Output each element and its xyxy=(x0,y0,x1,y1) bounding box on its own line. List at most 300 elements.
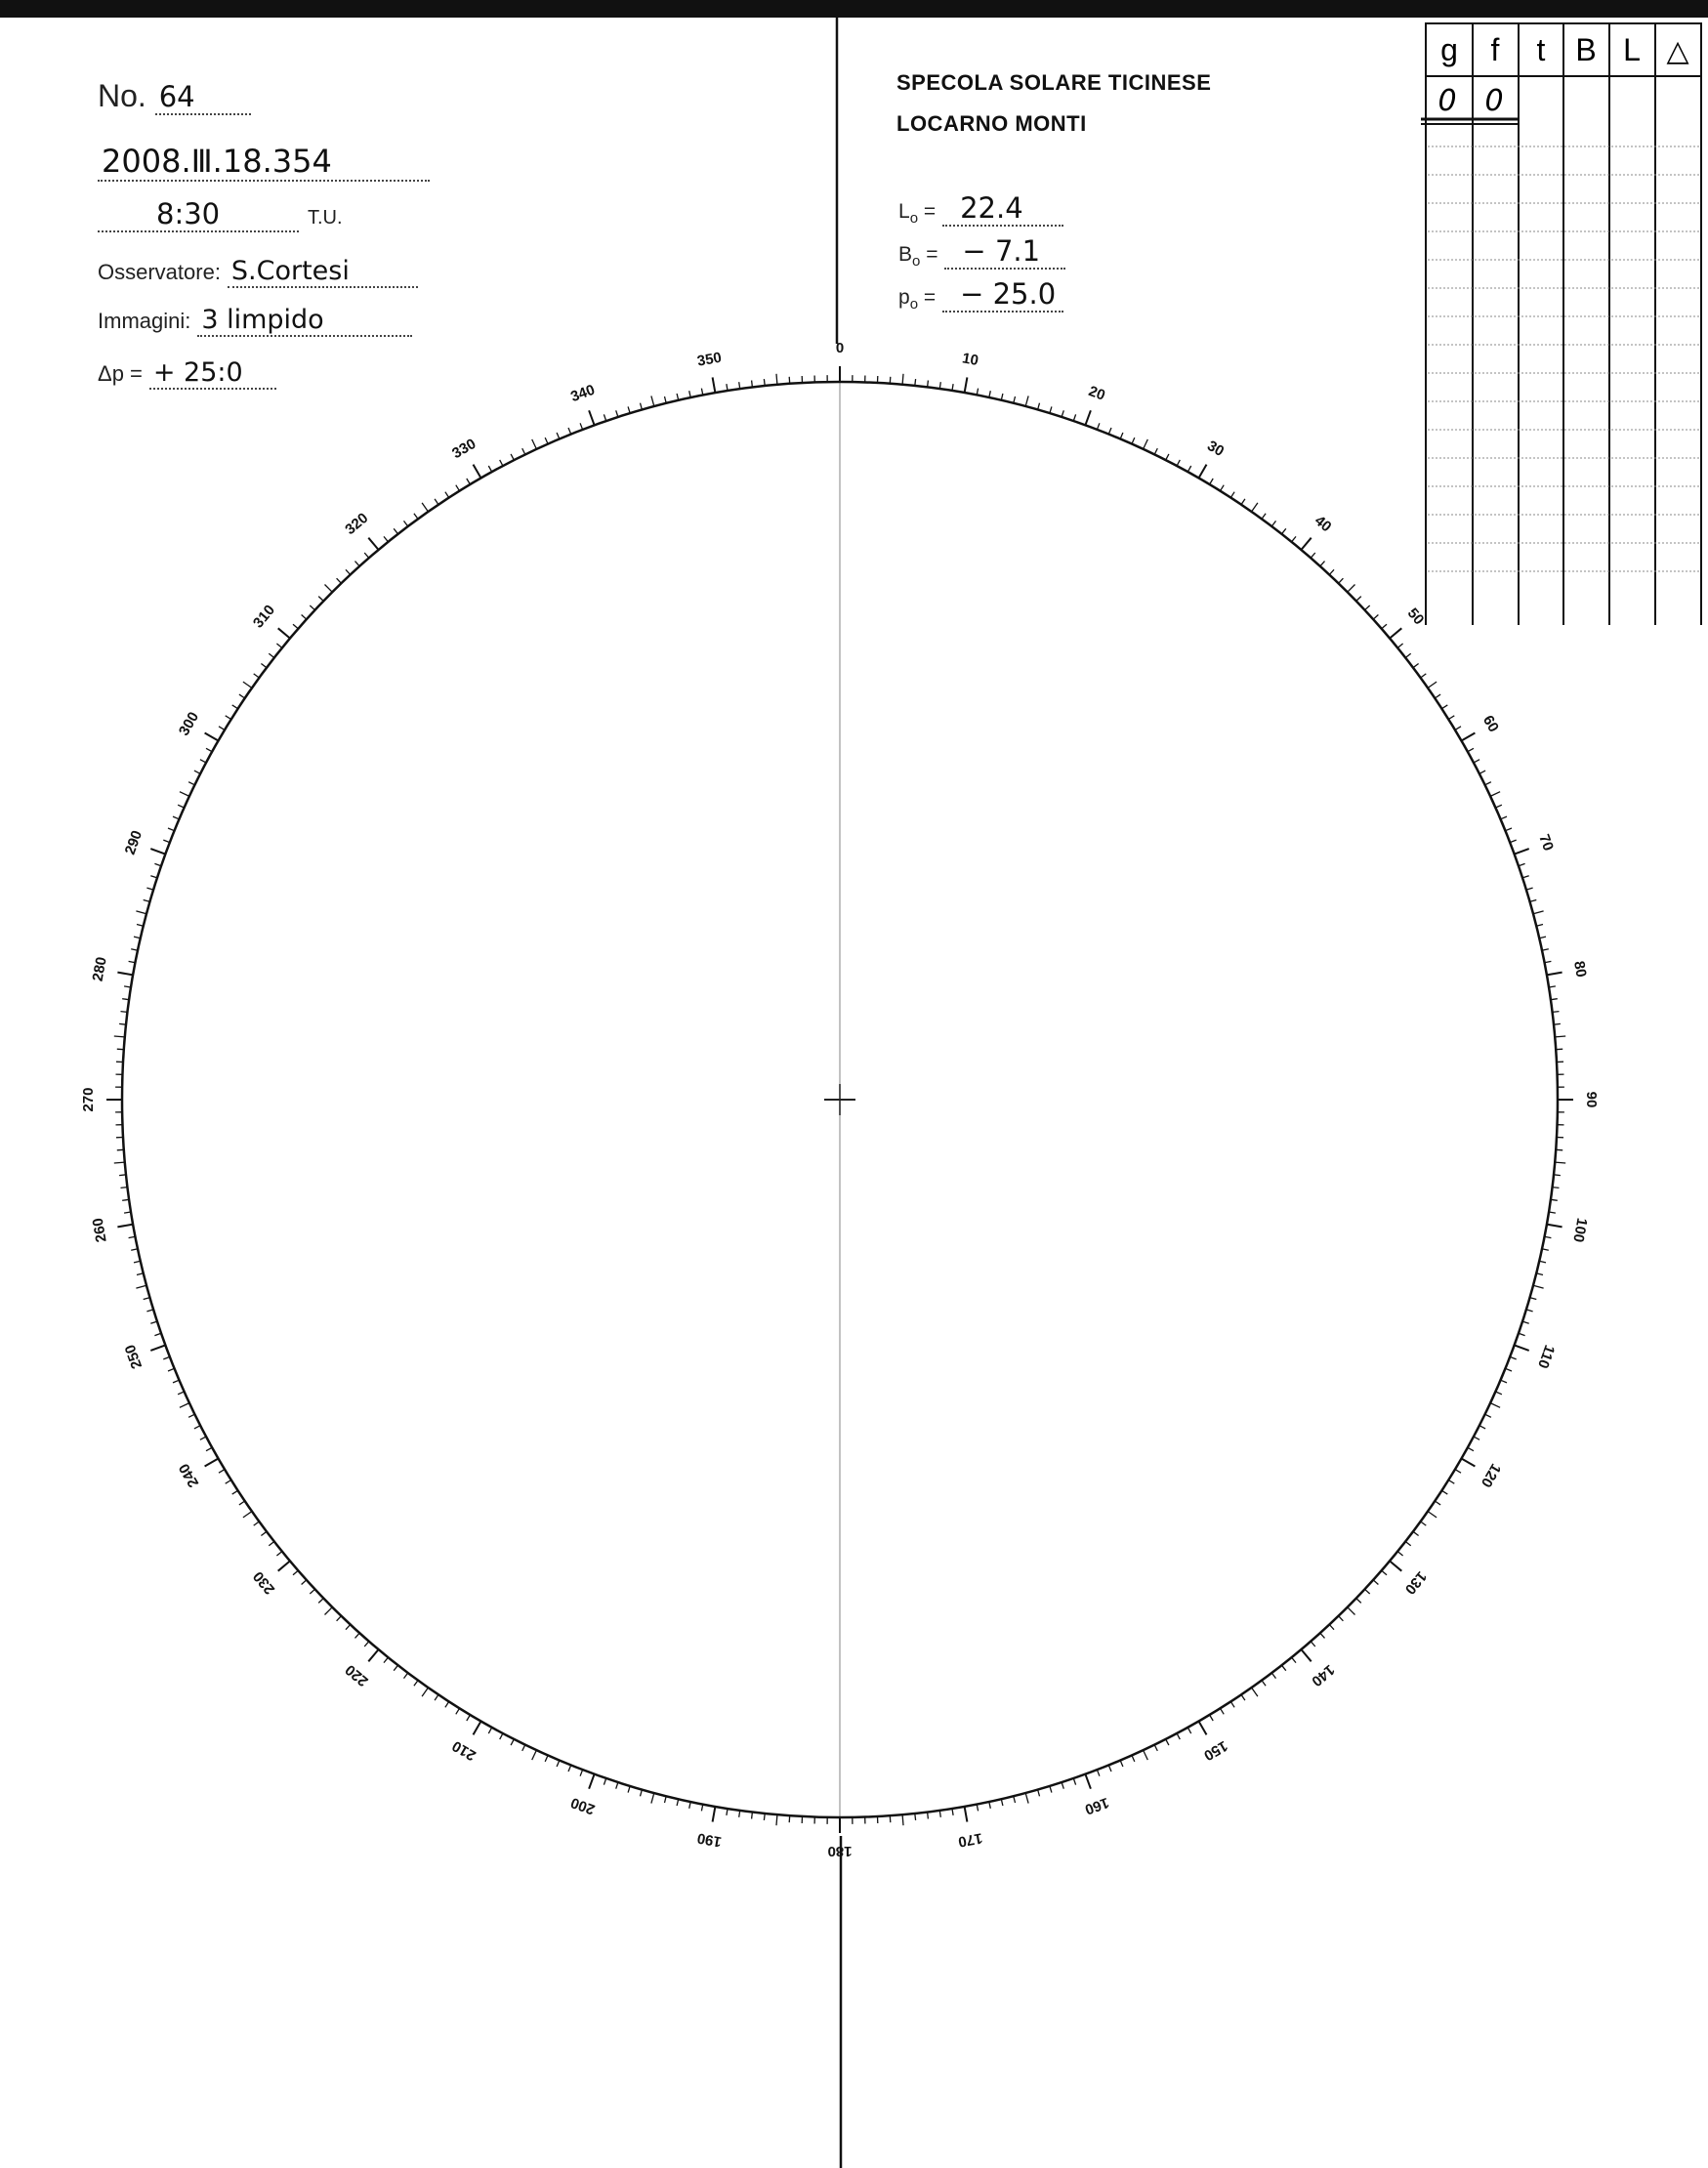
dial-tick xyxy=(965,377,968,393)
dial-tick xyxy=(435,499,438,505)
dial-tick xyxy=(1390,628,1401,638)
dial-tick xyxy=(445,492,449,498)
dial-tick xyxy=(1421,1522,1427,1525)
dial-tick xyxy=(628,1786,630,1793)
dial-tick xyxy=(278,628,290,638)
dial-tick xyxy=(355,562,360,566)
p0-field: $p_o$ = − 25.0 xyxy=(898,277,1063,313)
dial-tick xyxy=(188,782,194,785)
dial-tick xyxy=(1271,1673,1275,1679)
dial-tick xyxy=(1014,396,1016,403)
dial-label-160: 160 xyxy=(1082,1793,1111,1818)
dial-tick xyxy=(1448,716,1454,720)
dial-label-170: 170 xyxy=(956,1829,984,1851)
dial-label-10: 10 xyxy=(960,350,980,369)
dial-label-40: 40 xyxy=(1311,512,1335,536)
dial-tick xyxy=(1085,410,1091,425)
dial-tick xyxy=(337,1616,342,1621)
dial-tick xyxy=(965,1807,968,1822)
dial-tick xyxy=(1462,1459,1476,1467)
dial-label-330: 330 xyxy=(449,435,479,463)
dial-tick xyxy=(1177,1733,1180,1739)
dial-label-0: 0 xyxy=(835,339,845,356)
dial-tick xyxy=(163,1356,170,1359)
dial-tick xyxy=(1348,1607,1355,1615)
dial-tick xyxy=(150,849,165,855)
dial-tick xyxy=(146,888,153,890)
dial-label-230: 230 xyxy=(249,1567,279,1598)
dial-tick xyxy=(154,1333,161,1335)
dial-tick xyxy=(500,1733,503,1739)
dial-tick xyxy=(205,1459,219,1467)
dial-tick xyxy=(194,1426,200,1429)
dial-tick xyxy=(1519,863,1525,865)
dial-tick xyxy=(764,379,765,386)
dial-tick xyxy=(1536,925,1543,927)
dial-tick xyxy=(134,937,141,938)
dial-tick xyxy=(232,1490,238,1494)
dial-tick xyxy=(1373,1580,1378,1585)
dial-tick xyxy=(557,1761,560,1767)
dial-tick xyxy=(1120,433,1123,438)
dial-tick xyxy=(1441,1490,1447,1494)
dial-tick xyxy=(239,1501,245,1505)
dial-tick xyxy=(1533,1285,1544,1288)
dial-tick xyxy=(1187,466,1190,472)
dial-tick xyxy=(180,1403,189,1408)
l0-label: L xyxy=(898,200,910,223)
dial-tick xyxy=(1062,410,1063,417)
dial-tick xyxy=(144,900,150,902)
dial-tick xyxy=(651,1793,654,1804)
dial-tick xyxy=(776,1814,777,1825)
dial-tick xyxy=(545,438,548,443)
dial-tick xyxy=(1329,1625,1334,1630)
dial-tick xyxy=(641,403,643,410)
dial-label-50: 50 xyxy=(1403,605,1428,629)
dial-tick xyxy=(1413,664,1419,668)
dial-tick xyxy=(1187,1728,1190,1733)
time-unit: T.U. xyxy=(307,207,343,229)
dial-tick xyxy=(1025,1793,1028,1804)
dial-tick xyxy=(1166,1739,1169,1745)
dial-tick xyxy=(1356,1599,1361,1604)
table-header-t: t xyxy=(1536,32,1546,67)
dial-label-280: 280 xyxy=(89,955,110,983)
dial-tick xyxy=(902,374,903,385)
dial-tick xyxy=(764,1814,765,1820)
dial-tick xyxy=(545,1756,548,1762)
dial-tick xyxy=(890,1815,891,1822)
dial-tick xyxy=(1556,1149,1562,1150)
dial-tick xyxy=(318,597,323,602)
dial-tick xyxy=(1282,528,1286,534)
dial-tick xyxy=(752,381,753,388)
dial-tick xyxy=(364,553,369,558)
dial-tick xyxy=(1405,653,1411,657)
dial-tick xyxy=(219,1470,225,1474)
dial-tick xyxy=(665,1796,667,1803)
dial-tick xyxy=(1553,1012,1560,1013)
dial-tick xyxy=(568,1766,571,1772)
dial-tick xyxy=(226,716,231,720)
dial-tick xyxy=(456,1708,460,1714)
dial-label-80: 80 xyxy=(1570,959,1590,980)
dial-tick xyxy=(422,1688,428,1696)
dial-label-350: 350 xyxy=(695,349,724,370)
dial-label-220: 220 xyxy=(342,1660,372,1690)
dial-tick xyxy=(1014,1796,1016,1803)
dial-tick xyxy=(1038,1790,1040,1797)
dial-tick xyxy=(1479,1426,1485,1429)
dial-tick xyxy=(117,1225,133,1228)
dial-tick xyxy=(243,1512,252,1518)
dial-tick xyxy=(269,653,274,657)
dial-tick xyxy=(173,1380,179,1383)
dial-label-200: 200 xyxy=(568,1793,598,1818)
dial-tick xyxy=(1556,1049,1562,1050)
dial-tick xyxy=(532,439,537,449)
dial-label-270: 270 xyxy=(79,1087,97,1112)
dial-tick xyxy=(1166,454,1169,460)
dial-tick xyxy=(293,624,298,629)
dial-tick xyxy=(119,1175,126,1176)
delta-p-label: Δp = xyxy=(98,361,143,386)
dial-tick xyxy=(456,485,460,491)
b0-value: − 7.1 xyxy=(944,234,1065,270)
dial-tick xyxy=(150,1345,165,1351)
dial-tick xyxy=(1485,1414,1491,1417)
dial-tick xyxy=(1097,423,1100,430)
dial-tick xyxy=(467,479,471,484)
dial-label-100: 100 xyxy=(1569,1216,1591,1244)
dial-tick xyxy=(1530,1298,1537,1300)
dial-tick xyxy=(1311,553,1315,558)
dial-label-130: 130 xyxy=(1400,1567,1431,1598)
dial-tick xyxy=(1547,973,1562,976)
dial-tick xyxy=(752,1813,753,1819)
dial-tick xyxy=(293,1570,298,1575)
l0-value: 22.4 xyxy=(942,191,1063,227)
dial-tick xyxy=(394,1665,397,1671)
dial-tick xyxy=(302,1580,307,1585)
dial-tick xyxy=(1462,733,1476,741)
table-header-g: g xyxy=(1440,32,1458,67)
dial-label-90: 90 xyxy=(1583,1091,1601,1108)
dial-label-300: 300 xyxy=(175,709,203,739)
dial-tick xyxy=(1547,1225,1562,1228)
b0-field: $B_o$ = − 7.1 xyxy=(898,234,1065,270)
dial-tick xyxy=(178,1392,184,1395)
date-value: 2008.Ⅲ.18.354 xyxy=(98,143,430,182)
dial-tick xyxy=(522,448,525,454)
dial-tick xyxy=(1519,1333,1525,1335)
dial-tick xyxy=(206,748,212,751)
dial-tick xyxy=(1468,748,1474,751)
dial-label-140: 140 xyxy=(1308,1660,1338,1690)
dial-tick xyxy=(1210,1715,1214,1721)
dial-tick xyxy=(114,1036,125,1037)
dial-tick xyxy=(467,1715,471,1721)
dial-tick xyxy=(1526,888,1533,890)
dial-tick xyxy=(1025,396,1028,406)
dial-tick xyxy=(1108,1766,1111,1772)
dial-tick xyxy=(1120,1761,1123,1767)
dial-tick xyxy=(243,682,252,688)
dial-tick xyxy=(1501,1380,1507,1383)
dial-tick xyxy=(1132,1756,1135,1762)
dial-label-250: 250 xyxy=(121,1342,146,1371)
dial-tick xyxy=(206,1447,212,1450)
dial-tick xyxy=(915,379,916,386)
dial-tick xyxy=(114,1162,125,1163)
dial-tick xyxy=(119,1023,126,1024)
dial-tick xyxy=(1555,1036,1565,1037)
dial-tick xyxy=(136,911,146,914)
dial-tick xyxy=(616,1782,618,1789)
dial-tick xyxy=(117,973,133,976)
dial-tick xyxy=(1050,406,1052,413)
dial-tick xyxy=(1397,1552,1402,1556)
dial-tick xyxy=(318,1599,323,1604)
dial-tick xyxy=(445,1701,449,1707)
dial-tick xyxy=(604,1778,605,1785)
dial-tick xyxy=(337,578,342,583)
dial-tick xyxy=(194,771,200,773)
dial-tick xyxy=(677,394,679,400)
dial-tick xyxy=(178,805,184,808)
dial-tick xyxy=(200,760,206,763)
dial-label-340: 340 xyxy=(568,381,598,406)
dial-tick xyxy=(136,1285,146,1288)
l0-subscript: o xyxy=(909,210,919,227)
dial-tick xyxy=(1435,694,1440,698)
dial-tick xyxy=(1001,394,1003,400)
dial-tick xyxy=(414,1681,418,1687)
dial-tick xyxy=(1210,479,1214,484)
dial-tick xyxy=(1455,727,1461,730)
dial-tick xyxy=(404,521,408,526)
dial-tick xyxy=(1506,1368,1513,1371)
dial-label-290: 290 xyxy=(121,828,146,857)
dial-label-320: 320 xyxy=(342,509,372,539)
dial-tick xyxy=(310,1589,314,1594)
dial-tick xyxy=(1421,674,1427,678)
dial-tick xyxy=(325,585,333,593)
dial-tick xyxy=(163,840,170,843)
dial-tick xyxy=(522,1745,525,1751)
dial-tick xyxy=(628,406,630,413)
dial-tick xyxy=(1365,605,1370,610)
dial-tick xyxy=(1348,585,1355,593)
dial-tick xyxy=(1339,1616,1344,1621)
dial-tick xyxy=(269,1542,274,1546)
dial-tick xyxy=(364,1642,369,1647)
dial-tick xyxy=(1292,1657,1296,1662)
dial-tick xyxy=(1001,1799,1003,1806)
dial-tick xyxy=(1262,1681,1266,1687)
dial-tick xyxy=(589,410,595,425)
dial-tick xyxy=(1490,792,1500,797)
dial-tick xyxy=(117,1049,124,1050)
dial-tick xyxy=(1501,816,1507,819)
dial-tick xyxy=(1405,1542,1411,1546)
dial-tick xyxy=(474,465,481,479)
dial-tick xyxy=(1526,1310,1533,1312)
dial-tick xyxy=(173,816,179,819)
dial-tick xyxy=(1533,911,1544,914)
dial-tick xyxy=(928,1813,929,1819)
dial-tick xyxy=(134,1261,141,1263)
dial-tick xyxy=(1085,1774,1091,1789)
dial-tick xyxy=(488,1728,491,1733)
dial-tick xyxy=(1329,569,1334,574)
dial-tick xyxy=(500,460,503,466)
dial-tick xyxy=(1221,1708,1225,1714)
dial-tick xyxy=(1282,1665,1286,1671)
dial-tick xyxy=(384,536,388,541)
dial-tick xyxy=(713,1807,716,1822)
dial-tick xyxy=(677,1799,679,1806)
dial-tick xyxy=(435,1694,438,1700)
dial-tick xyxy=(557,433,560,438)
dial-tick xyxy=(776,374,777,385)
dial-tick xyxy=(254,674,260,678)
dial-tick xyxy=(188,1414,194,1417)
dial-tick xyxy=(1428,682,1437,688)
dial-tick xyxy=(1539,937,1546,938)
dial-tick xyxy=(1522,1321,1529,1323)
dial-tick xyxy=(1365,1589,1370,1594)
dial-tick xyxy=(568,428,571,435)
dial-tick xyxy=(1073,414,1075,421)
dial-tick xyxy=(1320,1633,1325,1638)
dial-label-210: 210 xyxy=(449,1736,479,1765)
dial-tick xyxy=(580,423,583,430)
table-header-l: L xyxy=(1623,32,1641,67)
dial-tick xyxy=(1530,900,1537,902)
dial-tick xyxy=(1356,597,1361,602)
dial-tick xyxy=(117,1149,124,1150)
dial-tick xyxy=(1441,705,1447,709)
dial-tick xyxy=(1506,828,1513,831)
dial-tick xyxy=(532,1750,537,1760)
dial-tick xyxy=(1382,624,1387,629)
group-table xyxy=(1421,23,1701,625)
dial-tick xyxy=(1271,521,1275,526)
l0-field: $L_o = 22.4$ xyxy=(898,191,1063,227)
table-header-f: f xyxy=(1490,32,1500,67)
dial-tick xyxy=(789,1815,790,1822)
dial-tick xyxy=(1479,771,1485,773)
dial-tick xyxy=(368,538,378,550)
dial-tick xyxy=(1038,403,1040,410)
dial-tick xyxy=(355,1633,360,1638)
dial-tick xyxy=(154,863,161,865)
dial-tick xyxy=(1230,1701,1234,1707)
dial-tick xyxy=(394,528,397,534)
dial-tick xyxy=(1132,438,1135,443)
dial-label-240: 240 xyxy=(175,1460,203,1490)
dial-tick xyxy=(180,792,189,797)
images-value: 3 limpido xyxy=(197,305,412,337)
dial-tick xyxy=(604,414,605,421)
dial-tick xyxy=(1515,849,1529,855)
dial-tick xyxy=(1485,782,1491,785)
p0-subscript: o xyxy=(909,296,919,313)
dial-tick xyxy=(168,1368,175,1371)
dial-tick xyxy=(404,1673,408,1679)
dial-tick xyxy=(310,605,314,610)
dial-label-180: 180 xyxy=(827,1843,853,1860)
dial-tick xyxy=(1230,492,1234,498)
dial-tick xyxy=(1510,840,1517,843)
dial-tick xyxy=(1221,485,1225,491)
b0-label: B xyxy=(898,243,913,266)
dial-tick xyxy=(1252,1688,1258,1696)
dial-tick xyxy=(137,925,144,927)
dial-tick xyxy=(1536,1273,1543,1275)
dial-tick xyxy=(261,1531,267,1535)
dial-tick xyxy=(928,381,929,388)
dial-tick xyxy=(261,664,267,668)
p0-value: − 25.0 xyxy=(942,277,1063,313)
dial-tick xyxy=(1097,1770,1100,1776)
dial-tick xyxy=(902,1814,903,1825)
dial-tick xyxy=(1474,1437,1479,1439)
dial-tick xyxy=(1144,1750,1148,1760)
dial-label-60: 60 xyxy=(1479,712,1502,735)
dial-tick xyxy=(511,1739,514,1745)
dial-tick xyxy=(1108,428,1111,435)
dial-tick xyxy=(346,1625,351,1630)
dial-tick xyxy=(1154,448,1157,454)
dial-tick xyxy=(1448,1480,1454,1484)
dial-tick xyxy=(137,1273,144,1275)
table-header-b: B xyxy=(1575,32,1597,67)
dial-tick xyxy=(1292,536,1296,541)
table-header-delta: △ xyxy=(1666,34,1689,68)
dial-tick xyxy=(200,1437,206,1439)
dial-tick xyxy=(278,1561,290,1570)
dial-tick xyxy=(219,727,225,730)
dial-tick xyxy=(1320,562,1325,566)
dial-label-190: 190 xyxy=(695,1829,724,1851)
observatory-location: LOCARNO MONTI xyxy=(896,111,1087,136)
dial-tick xyxy=(1435,1501,1440,1505)
dial-tick xyxy=(1555,1162,1565,1163)
dial-label-70: 70 xyxy=(1535,832,1557,854)
dial-tick xyxy=(1490,1403,1500,1408)
dial-label-30: 30 xyxy=(1204,438,1228,461)
dial-tick xyxy=(276,1552,281,1556)
dial-tick xyxy=(1554,1023,1561,1024)
dial-tick xyxy=(254,1522,260,1525)
dial-tick xyxy=(384,1657,388,1662)
dial-tick xyxy=(474,1722,481,1735)
dial-tick xyxy=(121,1012,128,1013)
table-cell-g-1: 0 xyxy=(1437,84,1457,118)
dial-tick xyxy=(239,694,245,698)
dial-label-150: 150 xyxy=(1200,1736,1230,1765)
dial-tick xyxy=(1339,578,1344,583)
dial-tick xyxy=(616,410,618,417)
dial-tick xyxy=(580,1770,583,1776)
dial-tick xyxy=(1373,615,1378,620)
table-cell-f-1: 0 xyxy=(1484,84,1504,118)
b0-subscript: o xyxy=(912,253,921,270)
images-label: Immagini: xyxy=(98,309,191,333)
